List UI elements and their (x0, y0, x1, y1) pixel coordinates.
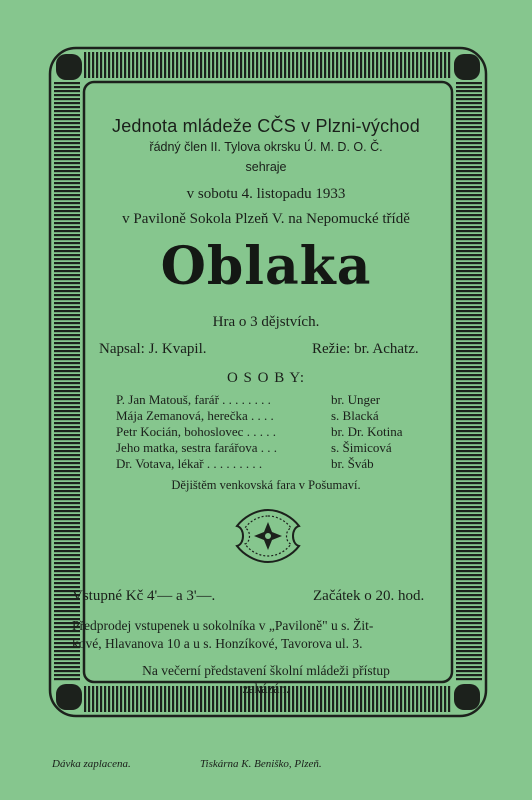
cast-actor: s. Blacká (331, 408, 379, 423)
tax-paid-note: Dávka zaplacena. (52, 758, 131, 770)
setting-line: Dějištěm venkovská fara v Pošumaví. (171, 478, 361, 492)
cast-actor: br. Unger (331, 392, 381, 407)
play-subtitle: Hra o 3 dějstvích. (212, 314, 320, 330)
director-credit: Režie: br. Achatz. (312, 341, 419, 357)
cast-role: Jeho matka, sestra farářova . . . (116, 440, 277, 455)
presale-line-2: kové, Hlavanova 10 a u s. Honzíkové, Tavorova ul. 3. (72, 636, 363, 651)
notice-line-1: Na večerní představení školní mládeži přístup (142, 663, 390, 678)
floral-ornament-icon (233, 508, 303, 564)
cast-role: Petr Kocián, bohoslovec . . . . . (116, 424, 276, 439)
author-credit: Napsal: J. Kvapil. (99, 341, 207, 357)
presale-line-1: Předprodej vstupenek u sokolníka v „Paviloně" u s. Žit- (72, 618, 374, 633)
performance-date: v sobotu 4. listopadu 1933 (186, 186, 346, 202)
play-title: Oblaka (160, 236, 372, 297)
cast-actor: br. Šváb (331, 456, 374, 471)
admission-price: Vstupné Kč 4'— a 3'—. (72, 588, 216, 604)
cast-heading: O S O B Y: (226, 370, 306, 386)
venue-line: v Paviloně Sokola Plzeň V. na Nepomucké třídě (122, 211, 410, 227)
cast-role: Dr. Votava, lékař . . . . . . . . . (116, 456, 263, 471)
cast-actor: br. Dr. Kotina (331, 424, 403, 439)
cast-role: Mája Zemanová, herečka . . . . (116, 408, 274, 423)
cast-role: P. Jan Matouš, farář . . . . . . . . (116, 392, 271, 407)
notice-line-2: zakázán. (242, 681, 290, 696)
performs-line: sehraje (245, 160, 287, 174)
printer-imprint: Tiskárna K. Beniško, Plzeň. (200, 758, 322, 770)
organization-name: Jednota mládeže CČS v Plzni-východ (112, 116, 420, 136)
membership-line: řádný člen II. Tylova okrsku Ú. M. D. O. Č. (149, 140, 383, 154)
cast-actor: s. Šimicová (331, 440, 392, 455)
start-time: Začátek o 20. hod. (313, 588, 425, 604)
